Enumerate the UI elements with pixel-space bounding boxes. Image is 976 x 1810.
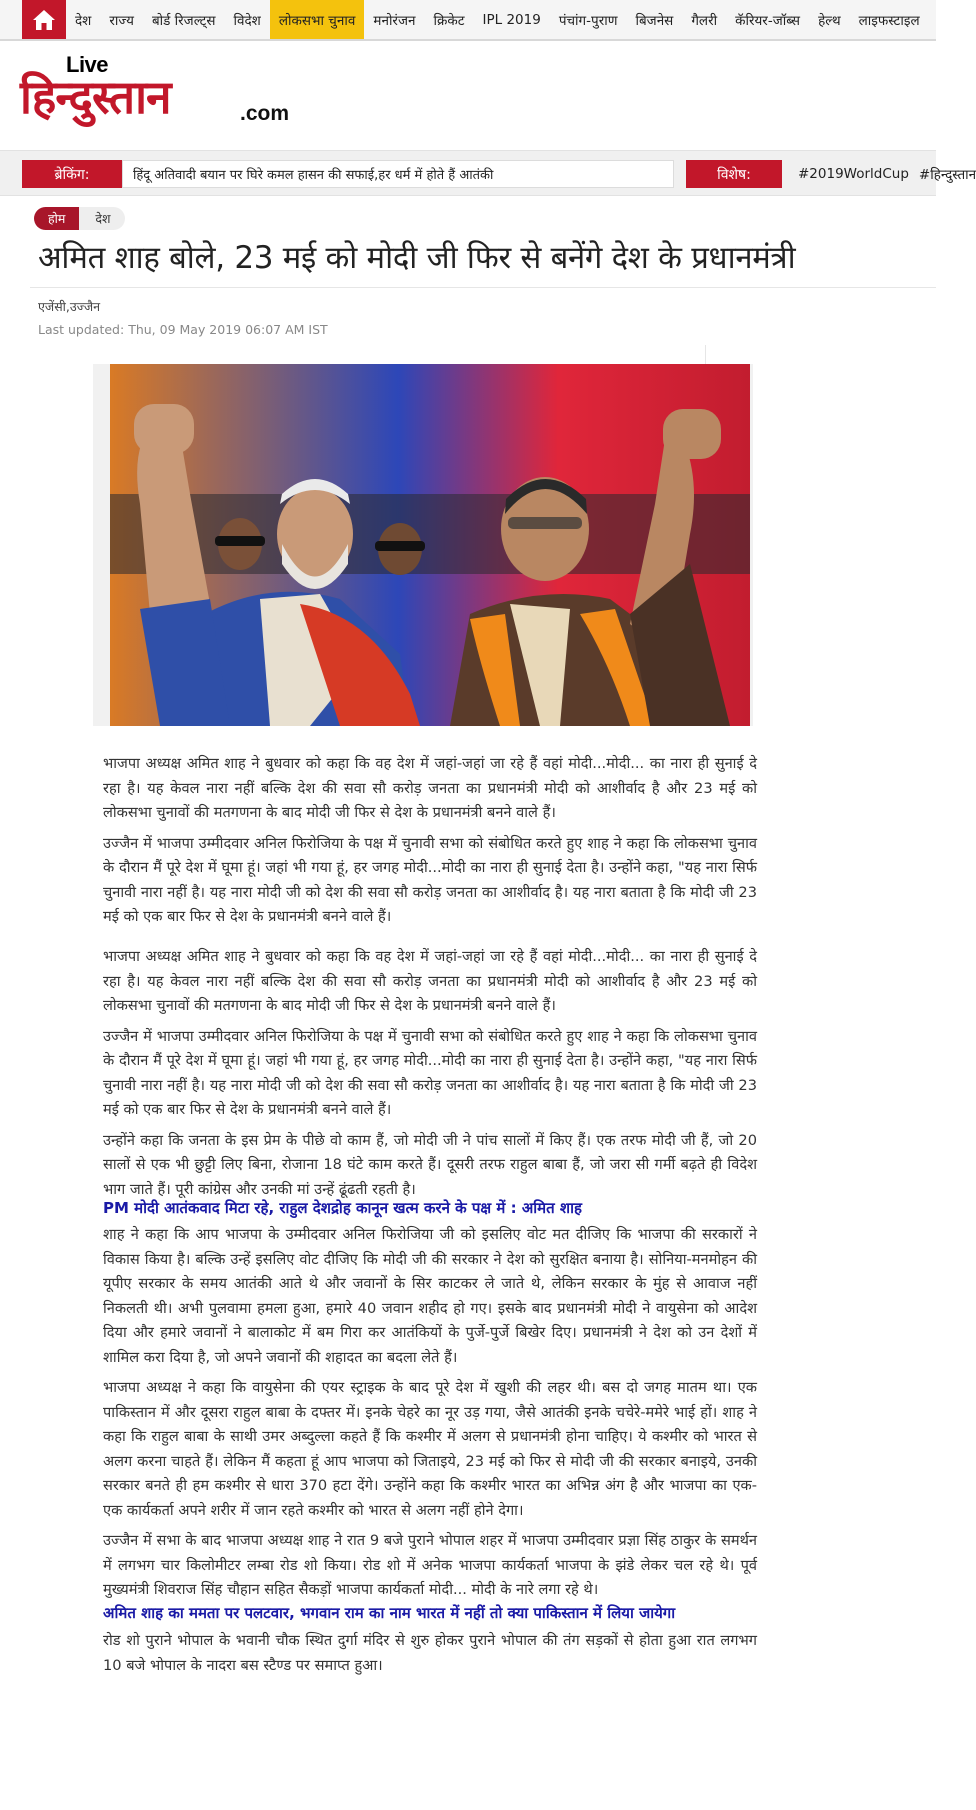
article-paragraph: उन्होंने कहा कि जनता के इस प्रेम के पीछे वो काम हैं, जो मोदी जी ने पांच सालों में किए हैं। एक तरफ मोदी जी हैं, जो 20 सालों से एक भी छुट्टी लिए बिना, रोजाना 18 घंटे काम करते हैं। दूसरी तरफ राहुल बाबा हैं, जो जरा सी गर्मी बढ़ते ही विदेश भाग जाते हैं। पूरी कांग्रेस और उनकी मां उन्हें ढूंढती रहती है। — [103, 1131, 757, 1198]
breaking-news-text[interactable]: हिंदू अतिवादी बयान पर घिरे कमल हासन की सफाई,हर धर्म में होते हैं आतंकी — [133, 168, 494, 183]
top-navigation — [0, 0, 936, 41]
nav-item-lifestyle[interactable]: लाइफस्टाइल — [858, 12, 920, 29]
article-byline: एजेंसी,उज्जैन — [38, 299, 101, 314]
nav-item-career-jobs[interactable]: कॅरियर-जॉब्स — [735, 12, 801, 29]
article-paragraph: उज्जैन में भाजपा उम्मीदवार अनिल फिरोजिया के पक्ष में चुनावी सभा को संबोधित करते हुए शाह ने कहा कि लोकसभा चुनाव के दौरान मैं पूरे देश में घूमा हूं। जहां भी गया हूं, हर जगह मोदी...मोदी का नारा ही सुनाई देता है। उन्होंने कहा, "यह नारा सिर्फ चुनावी नारा नहीं है। यह नारा मोदी जी को देश की सवा सौ करोड़ जनता का आशीर्वाद है। यह नारा बताता है कि मोदी जी 23 मई को एक बार फिर से देश के प्रधानमंत्री बनने वाले हैं। — [103, 834, 757, 925]
updated-timestamp: Thu, 09 May 2019 06:07 AM IST — [128, 322, 328, 337]
logo-live-text: Live — [66, 52, 109, 77]
home-icon — [32, 9, 56, 31]
home-button[interactable] — [22, 0, 66, 39]
breaking-news-ticker[interactable] — [122, 160, 674, 188]
nav-item-cricket[interactable]: क्रिकेट — [433, 12, 465, 29]
nav-item-manoranjan[interactable]: मनोरंजन — [373, 12, 416, 29]
breadcrumb-category[interactable]: देश — [79, 207, 124, 230]
nav-item-health[interactable]: हेल्थ — [818, 12, 841, 29]
article-block-4 — [103, 1629, 757, 1684]
nav-item-desh[interactable]: देश — [75, 12, 92, 29]
article-paragraph: रोड शो पुराने भोपाल के भवानी चौक स्थित दुर्गा मंदिर से शुरु होकर पुराने भोपाल की तंग सड़कों से होता हुआ रात लगभग 10 बजे भोपाल के नादरा बस स्टैण्ड पर समाप्त हुआ। — [103, 1632, 757, 1674]
nav-item-board-results[interactable]: बोर्ड रिजल्ट्स — [151, 12, 216, 29]
article-block-1 — [103, 752, 757, 936]
article-paragraph: उज्जैन में भाजपा उम्मीदवार अनिल फिरोजिया के पक्ष में चुनावी सभा को संबोधित करते हुए शाह ने कहा कि लोकसभा चुनाव के दौरान मैं पूरे देश में घूमा हूं। जहां भी गया हूं, हर जगह मोदी...मोदी का नारा ही सुनाई देता है। उन्होंने कहा, "यह नारा सिर्फ चुनावी नारा नहीं है। यह नारा मोदी जी को देश की सवा सौ करोड़ जनता का आशीर्वाद है। यह नारा बताता है कि मोदी जी 23 मई को एक बार फिर से देश के प्रधानमंत्री बनने वाले हैं। — [103, 1027, 757, 1118]
nav-item-ipl-2019[interactable]: IPL 2019 — [482, 11, 541, 28]
article-paragraph: भाजपा अध्यक्ष अमित शाह ने बुधवार को कहा कि वह देश में जहां-जहां जा रहे हैं वहां मोदी...मोदी... का नारा ही सुनाई दे रहा है। यह केवल नारा नहीं बल्कि देश की सवा सौ करोड़ जनता का प्रधानमंत्री मोदी को आशीर्वाद है और 23 मई को लोकसभा चुनावों की मतगणना के बाद मोदी जी फिर से देश के प्रधानमंत्री बनने वाले हैं। — [103, 755, 757, 821]
breaking-label: ब्रेकिंग: — [22, 160, 122, 188]
article-headline: अमित शाह बोले, 23 मई को मोदी जी फिर से बनेंगे देश के प्रधानमंत्री — [38, 240, 796, 276]
vishesh-label: विशेष: — [686, 160, 782, 188]
article-paragraph: भाजपा अध्यक्ष अमित शाह ने बुधवार को कहा कि वह देश में जहां-जहां जा रहे हैं वहां मोदी...मोदी... का नारा ही सुनाई दे रहा है। यह केवल नारा नहीं बल्कि देश की सवा सौ करोड़ जनता का प्रधानमंत्री मोदी को आशीर्वाद है और 23 मई को लोकसभा चुनावों की मतगणना के बाद मोदी जी फिर से देश के प्रधानमंत्री बनने वाले हैं। — [103, 948, 757, 1014]
breaking-news-bar — [0, 150, 976, 196]
nav-item-loksabha-chunav[interactable]: लोकसभा चुनाव — [270, 0, 365, 39]
divider-line — [705, 345, 706, 365]
updated-label: Last updated: — [38, 322, 125, 337]
article-paragraph: शाह ने कहा कि आप भाजपा के उम्मीदवार अनिल फिरोजिया जी को इसलिए वोट मत दीजिए कि भाजपा की सरकारों ने विकास किया है। बल्कि उन्हें इसलिए वोट दीजिए कि मोदी जी की सरकार ने देश को सुरक्षित बनाया है। सोनिया-मनमोहन की यूपीए सरकार के समय आतंकी आते थे और जवानों के सिर काटकर ले जाते थे, लेकिन सरकार के मुंह से आवाज नहीं निकलती थी। अभी पुलवामा हमला हुआ, हमारे 40 जवान शहीद हो गए। इसके बाद प्रधानमंत्री मोदी ने वायुसेना को आदेश दिया और हमारे जवानों ने बालाकोट में बम गिरा कर आतंकियों के पुर्जे-पुर्जे बिखेर दिए। प्रधानमंत्री ने देश को उन देशों में शामिल करा दिया है, जो अपने जवानों की शहादत का बदला लेते हैं। — [103, 1226, 757, 1366]
article-paragraph: उज्जैन में सभा के बाद भाजपा अध्यक्ष शाह ने रात 9 बजे पुराने भोपाल शहर में भाजपा उम्मीदवार प्रज्ञा सिंह ठाकुर के समर्थन में लगभग चार किलोमीटर लम्बा रोड शो किया। रोड शो में अनेक भाजपा कार्यकर्ता भाजपा के झंडे लेकर चल रहे थे। पूर्व मुख्यमंत्री शिवराज सिंह चौहान सहित सैकड़ों भाजपा कार्यकर्ता मोदी... मोदी के नारे लगा रहे थे। — [103, 1532, 757, 1598]
vishesh-tag-hindustan[interactable]: #हिन्दुस्तान — [918, 167, 976, 183]
logo-domain-text: .com — [239, 102, 289, 125]
article-block-2 — [103, 945, 757, 1208]
related-story-link-1[interactable]: PM मोदी आतंकवाद मिटा रहे, राहुल देशद्रोह कानून खत्म करने के पक्ष में : अमित शाह — [103, 1199, 582, 1217]
vishesh-tag-worldcup[interactable]: #2019WorldCup — [798, 166, 909, 182]
headline-divider — [30, 287, 936, 288]
article-paragraph: भाजपा अध्यक्ष ने कहा कि वायुसेना की एयर स्ट्राइक के बाद पूरे देश में खुशी की लहर थी। बस दो जगह मातम था। एक पाकिस्तान में और दूसरा राहुल बाबा के दफ्तर में। इनके चेहरे का नूर उड़ गया, जैसे आतंकी इनके चचेरे-ममेरे भाई हों। शाह ने कहा कि राहुल बाबा के साथी उमर अब्दुल्ला कहते हैं कि कश्मीर में अलग से प्रधानमंत्री होना चाहिए। ये कश्मीर को भारत से अलग करना चाहते हैं। लेकिन मैं कहता हूं आप भाजपा को जिताइये, 23 मई को फिर से मोदी जी की सरकार बनाइये, उनकी सरकार बनते ही हम कश्मीर से धारा 370 हटा देंगे। उन्होंने कहा कि कश्मीर भारत का अभिन्न अंग है और भाजपा का एक-एक कार्यकर्ता अपने शरीर में जान रहते कश्मीर को भारत से अलग नहीं होने देगा। — [103, 1379, 757, 1519]
vishesh-tags — [782, 160, 976, 188]
site-logo[interactable] — [20, 50, 295, 136]
nav-item-videsh[interactable]: विदेश — [233, 12, 261, 29]
article-image — [110, 364, 750, 726]
breadcrumb-home[interactable]: होम — [34, 207, 79, 230]
breadcrumb — [34, 207, 125, 230]
related-story-link-2[interactable]: अमित शाह का ममता पर पलटवार, भगवान राम का नाम भारत में नहीं तो क्या पाकिस्तान में लिया जायेगा — [103, 1604, 676, 1622]
article-updated — [38, 322, 328, 337]
nav-item-business[interactable]: बिजनेस — [635, 12, 674, 29]
nav-item-panchang-puran[interactable]: पंचांग-पुराण — [558, 12, 618, 29]
article-image-frame — [93, 364, 753, 726]
logo-brand-text: हिन्दुस्तान — [20, 70, 171, 124]
nav-item-rajya[interactable]: राज्य — [109, 12, 134, 29]
article-block-3 — [103, 1223, 757, 1609]
nav-item-gallery[interactable]: गैलरी — [691, 12, 718, 29]
